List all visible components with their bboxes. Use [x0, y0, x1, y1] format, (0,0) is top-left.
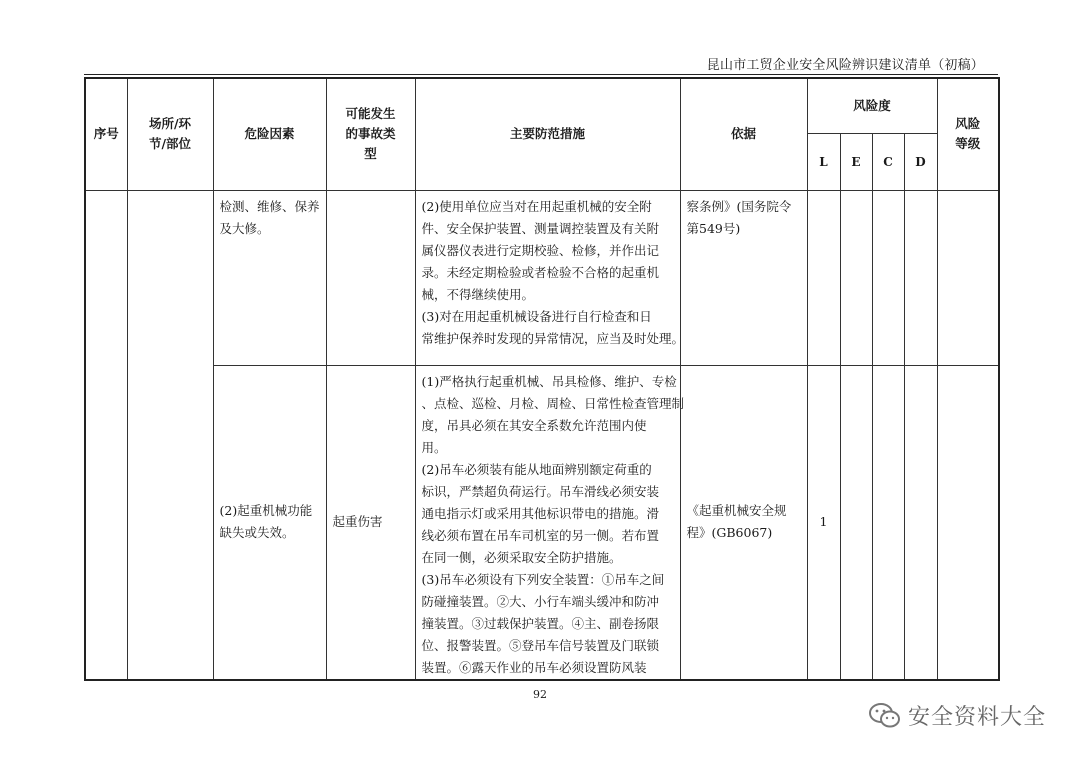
basis-cell: 察条例》(国务院令第549号)	[680, 190, 807, 365]
measure-line: 在同一侧，必须采取安全防护措施。	[421, 549, 622, 565]
header-hazard: 危险因素	[213, 78, 326, 190]
measure-line: 械，不得继续使用。	[421, 286, 535, 302]
wechat-icon	[868, 702, 902, 730]
risk-table	[84, 77, 1000, 681]
accident-type-cell: 起重伤害	[326, 365, 415, 680]
e-value-cell	[840, 190, 872, 365]
measure-line: (3)对在用起重机械设备进行自行检查和日	[421, 308, 652, 324]
header-location: 场所/环节/部位	[127, 78, 213, 190]
header-rule	[84, 74, 998, 75]
header-seq: 序号	[85, 78, 127, 190]
watermark	[868, 700, 1046, 731]
hazard-cell: 检测、维修、保养及大修。	[213, 190, 326, 365]
table-row	[85, 190, 999, 365]
document-header-title: 昆山市工贸企业安全风险辨识建议清单（初稿）	[706, 58, 984, 73]
accident-type-cell	[326, 190, 415, 365]
c-value-cell	[872, 365, 904, 680]
l-value-cell	[807, 190, 840, 365]
measures-cell	[415, 190, 685, 365]
page-number: 92	[533, 688, 547, 701]
measure-line: 常维护保养时发现的异常情况，应当及时处理。	[421, 330, 685, 346]
measure-line: 录。未经定期检验或者检验不合格的起重机	[421, 264, 660, 280]
l-value-cell: 1	[807, 365, 840, 680]
measure-line: 线必须布置在吊车司机室的另一侧。若布置	[421, 527, 660, 543]
header-basis: 依据	[680, 78, 807, 190]
header-l: L	[807, 133, 840, 190]
measure-line: 撞装置。③过载保护装置。④主、副卷扬限	[421, 615, 660, 631]
measure-line: (2)使用单位应当对在用起重机械的安全附	[421, 198, 652, 214]
c-value-cell	[872, 190, 904, 365]
d-value-cell	[904, 365, 937, 680]
measure-line: (1)严格执行起重机械、吊具检修、维护、专检	[421, 373, 677, 389]
watermark-text: 安全资料大全	[907, 705, 1046, 730]
measure-line: (3)吊车必须设有下列安全装置：①吊车之间	[421, 571, 665, 587]
measure-line: 属仪器仪表进行定期校验、检修，并作出记	[421, 242, 660, 258]
measure-line: 件、安全保护装置、测量调控装置及有关附	[421, 220, 660, 236]
measure-line: 通电指示灯或采用其他标识带电的措施。滑	[421, 505, 660, 521]
risk-level-cell	[937, 365, 999, 680]
row-seq-cell	[85, 190, 127, 680]
table-row	[85, 365, 999, 680]
measure-line: 装置。⑥露天作业的吊车必须设置防风装	[421, 659, 647, 675]
measure-line: 、点检、巡检、月检、周检、日常性检查管理制	[421, 395, 685, 411]
header-d: D	[904, 133, 937, 190]
measure-line: 用。	[421, 439, 447, 455]
header-c: C	[872, 133, 904, 190]
row-location-cell	[127, 190, 213, 680]
measure-line: (2)吊车必须装有能从地面辨别额定荷重的	[421, 461, 652, 477]
measures-cell	[415, 365, 685, 680]
header-accident-type: 可能发生的事故类型	[326, 78, 415, 190]
risk-level-cell	[937, 190, 999, 365]
header-measures: 主要防范措施	[415, 78, 680, 190]
measure-line: 标识，严禁超负荷运行。吊车滑线必须安装	[421, 483, 660, 499]
header-e: E	[840, 133, 872, 190]
measure-line: 度，吊具必须在其安全系数允许范围内使	[421, 417, 647, 433]
d-value-cell	[904, 190, 937, 365]
basis-cell: 《起重机械安全规程》(GB6067)	[680, 365, 807, 680]
hazard-cell: (2)起重机械功能缺失或失效。	[213, 365, 326, 680]
e-value-cell	[840, 365, 872, 680]
header-risk-degree: 风险度	[807, 78, 937, 133]
header-risk-level: 风险等级	[937, 78, 999, 190]
measure-line: 防碰撞装置。②大、小行车端头缓冲和防冲	[421, 593, 660, 609]
measure-line: 位、报警装置。⑤登吊车信号装置及门联锁	[421, 637, 660, 653]
